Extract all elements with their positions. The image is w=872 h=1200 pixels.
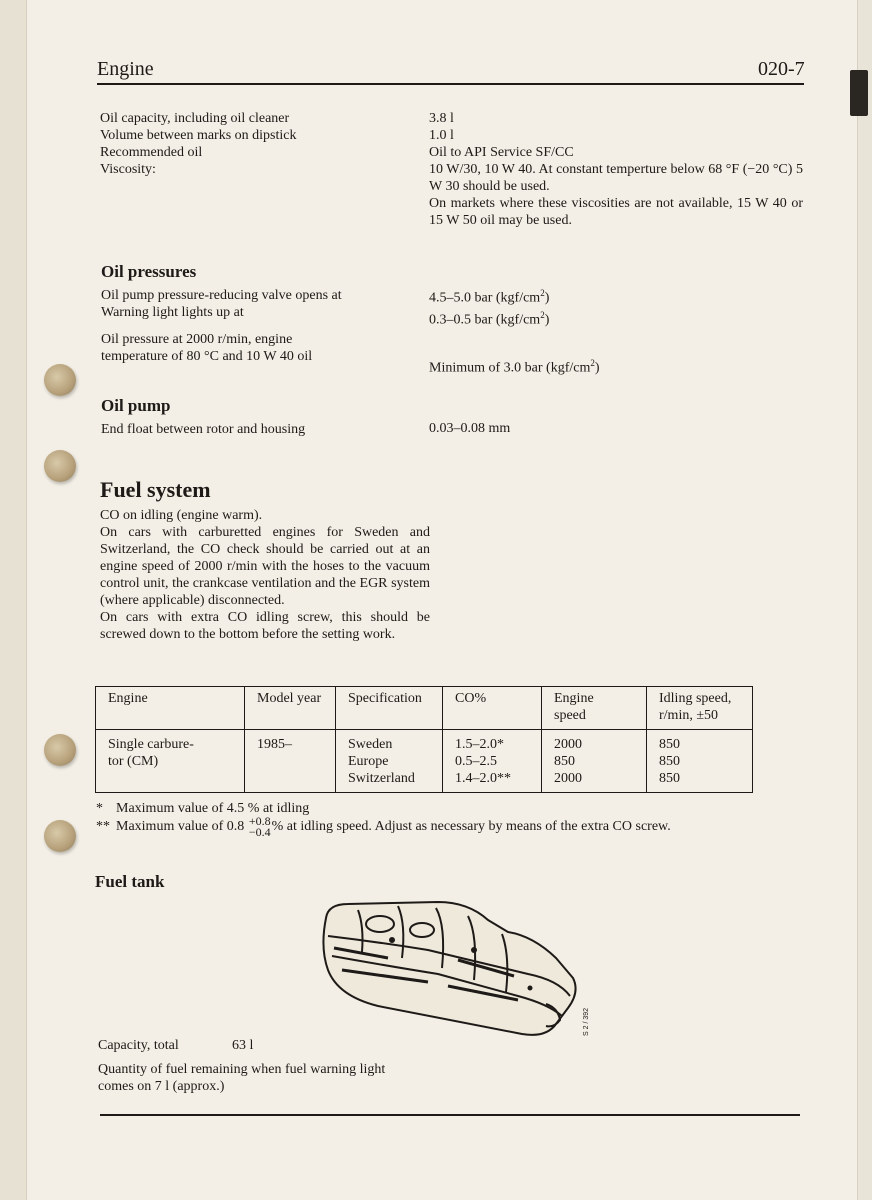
header-text: speed	[554, 708, 586, 723]
footnote-text: Maximum value of 4.5 % at idling	[116, 801, 310, 816]
pressure-label: Oil pump pressure-reducing valve opens at	[101, 288, 342, 303]
pressure-value-suffix: )	[544, 290, 550, 306]
spec-label: Recommended oil	[100, 145, 203, 160]
figure-code: S 2 / 392	[583, 1007, 590, 1036]
cell-text: 1.5–2.0*	[455, 737, 504, 752]
pressure-value-suffix: )	[594, 360, 600, 376]
header-engine-speed	[542, 687, 647, 730]
fuel-remaining-line: Quantity of fuel remaining when fuel warning light	[98, 1062, 386, 1077]
header-text: Specification	[348, 691, 422, 706]
cell-specification	[336, 730, 443, 793]
tolerance-fraction	[249, 816, 271, 838]
footer-rule	[100, 1114, 800, 1116]
oil-pressure-values	[429, 285, 799, 377]
pressure-value-text: 4.5–5.0 bar (kgf/cm	[429, 290, 541, 306]
spec-value: 3.8 l	[429, 111, 454, 126]
cell-text: Europe	[348, 754, 389, 769]
paragraph: CO on idling (engine warm).	[100, 508, 263, 523]
cell-text: Sweden	[348, 737, 393, 752]
spec-value: Oil to API Service SF/CC	[429, 145, 574, 160]
cell-text: Single carbure-	[108, 737, 194, 752]
spec-value: 10 W/30, 10 W 40. At constant temperture below 68 °F (−20 °C) 5 W 30 should be used.	[429, 162, 803, 194]
superscript: 2	[590, 358, 595, 369]
cell-text: 2000	[554, 771, 582, 786]
capacity-value: 63 l	[232, 1038, 254, 1053]
co-idling-table	[95, 686, 753, 793]
tolerance-minus: −0.4	[248, 825, 271, 839]
tolerance-plus: +0.8	[248, 814, 271, 828]
section-tab-marker	[850, 70, 868, 116]
fuel-tank-illustration	[318, 896, 594, 1046]
cell-text: 1985–	[257, 737, 292, 752]
superscript: 2	[540, 309, 545, 320]
oil-pump-label: End float between rotor and housing	[101, 422, 306, 437]
pressure-value-text: Minimum of 3.0 bar (kgf/cm	[429, 360, 591, 376]
pressure-label: Oil pressure at 2000 r/min, engine	[101, 332, 293, 347]
header-text: r/min, ±50	[659, 708, 719, 723]
paragraph: On cars with carburetted engines for Sweden and Switzerland, the CO check should be carried out at an engine speed of 2000 r/min with the hoses to the vacuum control unit, the crankcase ventilation and the EGR system (where applicable) disconnected.	[100, 525, 430, 608]
oil-pressure-labels	[101, 287, 411, 365]
oil-spec-labels	[100, 110, 400, 178]
viscosity-note: On markets where these viscosities are not available, 15 W 40 or 15 W 50 oil may be used.	[429, 196, 803, 228]
cell-text: 850	[659, 737, 680, 752]
footnote-2	[96, 816, 671, 838]
cell-text: 2000	[554, 737, 582, 752]
fuel-system-heading: Fuel system	[100, 477, 211, 502]
table-header-row	[96, 687, 753, 730]
pressure-value	[429, 285, 799, 307]
fuel-remaining-text	[98, 1061, 385, 1095]
page-right-edge	[857, 0, 872, 1200]
cell-text: tor (CM)	[108, 754, 159, 769]
header-text: CO%	[455, 691, 487, 706]
spec-label: Volume between marks on dipstick	[100, 128, 297, 143]
header-idling-speed	[647, 687, 753, 730]
footnote-1	[96, 801, 309, 817]
oil-pump-heading: Oil pump	[101, 396, 171, 415]
page-binding-edge	[0, 0, 27, 1200]
binder-hole	[44, 734, 76, 766]
table-row	[96, 730, 753, 793]
cell-co	[443, 730, 542, 793]
footnote-mark: **	[96, 819, 110, 835]
fuel-remaining-line: comes on 7 l (approx.)	[98, 1079, 225, 1094]
cell-model-year	[245, 730, 336, 793]
fuel-tank-heading: Fuel tank	[95, 872, 165, 891]
superscript: 2	[540, 288, 545, 298]
pressure-label: temperature of 80 °C and 10 W 40 oil	[101, 349, 313, 364]
pressure-value	[429, 355, 799, 377]
pressure-label: Warning light lights up at	[101, 305, 244, 320]
header-text: Engine	[108, 691, 148, 706]
oil-pressures-heading: Oil pressures	[101, 262, 197, 281]
footnote-mark: *	[96, 801, 103, 816]
spec-value: 1.0 l	[429, 128, 454, 143]
section-title: Engine	[97, 58, 154, 80]
header-text: Engine	[554, 691, 594, 706]
cell-text: 850	[659, 754, 680, 769]
pressure-value-text: 0.3–0.5 bar (kgf/cm	[429, 312, 541, 328]
cell-idling-speed	[647, 730, 753, 793]
cell-text: Switzerland	[348, 771, 415, 786]
footnote-text: % at idling speed. Adjust as necessary by means of the extra CO screw.	[271, 819, 671, 835]
binder-hole	[44, 364, 76, 396]
cell-text: 850	[554, 754, 575, 769]
header-rule	[97, 83, 804, 85]
binder-hole	[44, 450, 76, 482]
spec-label: Oil capacity, including oil cleaner	[100, 111, 290, 126]
spec-label: Viscosity:	[100, 162, 156, 177]
cell-engine	[96, 730, 245, 793]
pressure-value-suffix: )	[544, 312, 550, 328]
binder-hole	[44, 820, 76, 852]
cell-text: 850	[659, 771, 680, 786]
oil-spec-values	[429, 110, 803, 229]
header-text: Idling speed,	[659, 691, 732, 706]
cell-text: 1.4–2.0**	[455, 771, 511, 786]
paragraph: On cars with extra CO idling screw, this should be screwed down to the bottom before the setting work.	[100, 610, 430, 642]
header-co	[443, 687, 542, 730]
header-specification	[336, 687, 443, 730]
header-engine	[96, 687, 245, 730]
header-text: Model year	[257, 691, 322, 706]
pressure-value	[429, 307, 799, 329]
footnote-text: Maximum value of 0.8	[116, 819, 245, 835]
header-model-year	[245, 687, 336, 730]
cell-text: 0.5–2.5	[455, 754, 497, 769]
cell-engine-speed	[542, 730, 647, 793]
oil-pump-value: 0.03–0.08 mm	[429, 421, 511, 436]
capacity-label: Capacity, total	[98, 1038, 179, 1053]
fuel-system-text	[100, 507, 430, 643]
page-number: 020-7	[758, 58, 805, 80]
